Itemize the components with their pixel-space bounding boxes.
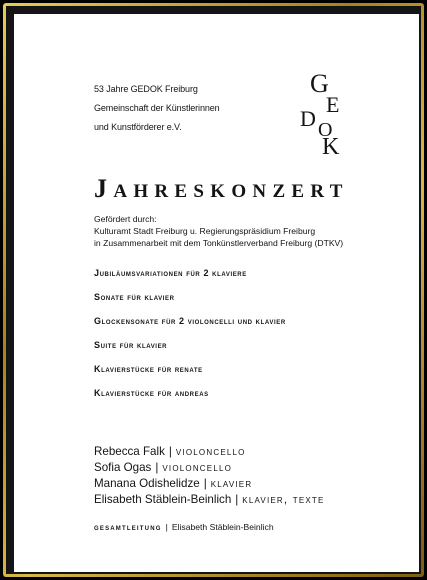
logo-letter: O [318, 119, 333, 141]
organizer-line: Gemeinschaft der Künstlerinnen [94, 103, 220, 113]
performer-name: Elisabeth Stäblein-Beinlich [94, 493, 232, 506]
sponsor-line: in Zusammenarbeit mit dem Tonkünstlerverband Freiburg (DTKV) [94, 238, 344, 248]
logo-letter: D [300, 106, 316, 131]
sponsor-line: Kulturamt Stadt Freiburg u. Regierungspräsidium Freiburg [94, 226, 316, 236]
performer-list [94, 444, 325, 508]
performer-name: Manana Odishelidze [94, 477, 200, 490]
title-initial: J [94, 174, 114, 203]
program-item: Sonate für klavier [94, 292, 175, 302]
direction-label: gesamtleitung [94, 522, 162, 532]
gedok-logo [292, 66, 352, 158]
performer-row [94, 460, 325, 476]
sponsor-block [94, 213, 343, 249]
program-list [94, 267, 404, 411]
picture-frame [3, 3, 424, 577]
organizer-line: 53 Jahre GEDOK Freiburg [94, 84, 198, 94]
performer-instrument: klavier, texte [242, 493, 325, 506]
poster [14, 14, 419, 572]
program-item: Suite für klavier [94, 340, 168, 350]
direction-name: Elisabeth Stäblein-Beinlich [171, 522, 274, 532]
organizer-block [94, 80, 220, 137]
program-item: Glockensonate für 2 violoncelli und klavier [94, 316, 286, 326]
program-item: Jubiläumsvariationen für 2 klaviere [94, 268, 247, 278]
organizer-line: und Kunstförderer e.V. [94, 122, 182, 132]
separator: | [168, 445, 172, 458]
separator: | [203, 477, 207, 490]
frame-mat [6, 6, 421, 574]
separator: | [235, 493, 239, 506]
performer-row [94, 444, 325, 460]
performer-instrument: violoncello [162, 461, 233, 474]
logo-letter: E [326, 92, 340, 117]
performer-instrument: klavier [210, 477, 253, 490]
separator: | [155, 461, 159, 474]
separator: | [165, 522, 168, 532]
performer-name: Rebecca Falk [94, 445, 165, 458]
logo-letter: G [310, 69, 329, 98]
direction-line [94, 522, 274, 532]
sponsor-label: Gefördert durch: [94, 214, 157, 224]
performer-name: Sofia Ogas [94, 461, 152, 474]
logo-letter: K [322, 134, 340, 158]
performer-row [94, 492, 325, 508]
title-rest: AHRESKON [113, 181, 273, 202]
program-item: Klavierstücke für renate [94, 364, 203, 374]
page-title [94, 174, 349, 204]
title-rest: ZERT [272, 181, 349, 202]
performer-row [94, 476, 325, 492]
performer-instrument: violoncello [175, 445, 246, 458]
program-item: Klavierstücke für andreas [94, 388, 209, 398]
